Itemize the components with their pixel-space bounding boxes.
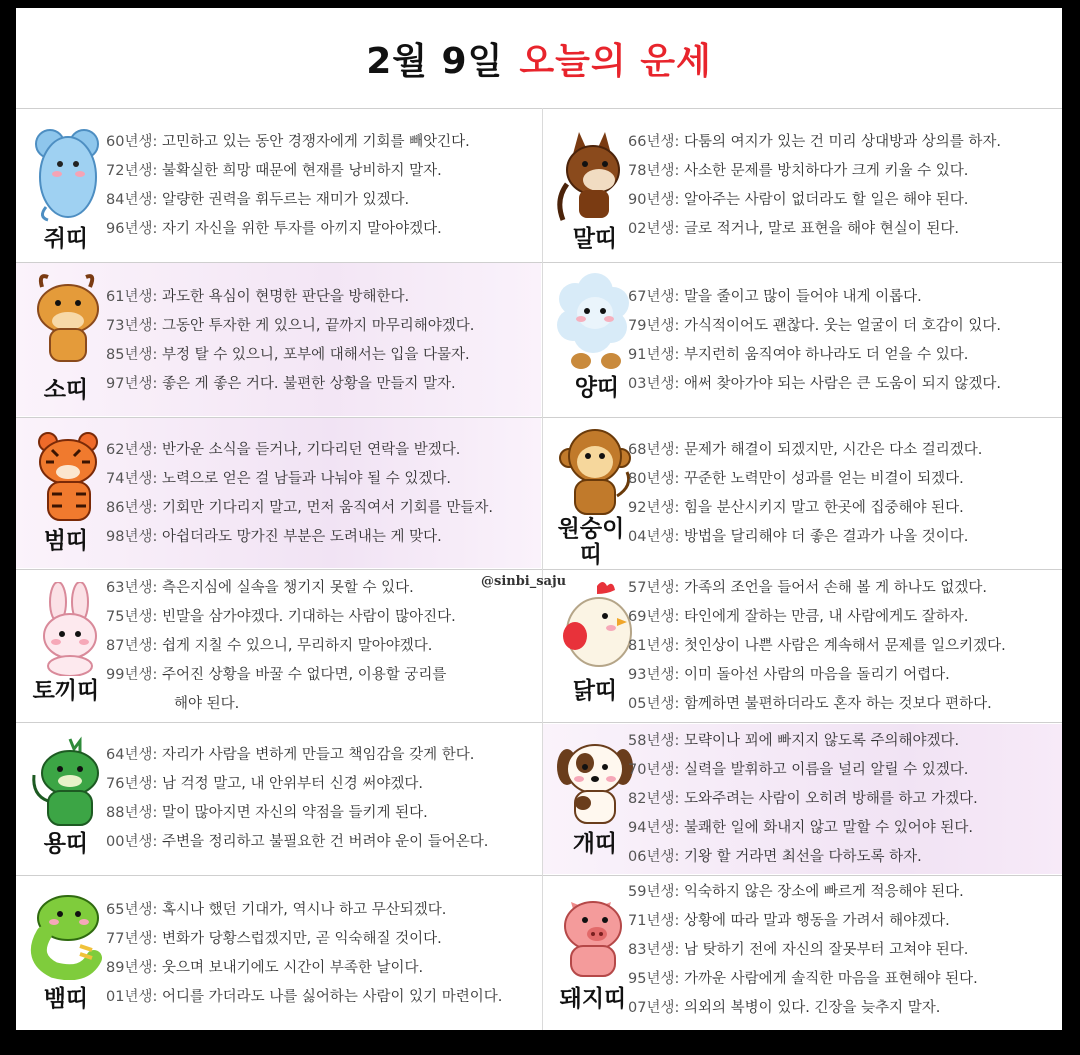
fortune-list xyxy=(628,283,1001,399)
fortune-line: 76년생: 남 걱정 말고, 내 안위부터 신경 써야겠다. xyxy=(106,776,423,792)
fortune-line: 05년생: 함께하면 불편하더라도 혼자 하는 것보다 편하다. xyxy=(628,696,992,712)
fortune-line: 77년생: 변화가 당황스럽겠지만, 곧 익숙해질 것이다. xyxy=(106,931,442,947)
fortune-list xyxy=(106,436,493,552)
fortune-list xyxy=(628,878,978,1023)
fortune-line: 02년생: 글로 적거나, 말로 표현을 해야 현실이 된다. xyxy=(628,221,959,237)
fortune-line: 59년생: 익숙하지 않은 장소에 빠르게 적응해야 된다. xyxy=(628,884,964,900)
cell-sheep xyxy=(543,263,1062,417)
fortune-line: 75년생: 빈말을 삼가야겠다. 기대하는 사람이 많아진다. xyxy=(106,609,456,625)
fortune-line: 72년생: 불확실한 희망 때문에 현재를 낭비하지 말자. xyxy=(106,163,442,179)
animal-name: 닭띠 xyxy=(572,678,618,704)
header-date: 2월 9일 xyxy=(366,40,504,82)
fortune-list xyxy=(106,283,474,399)
cell-rabbit xyxy=(16,570,542,722)
fortune-line: 01년생: 어디를 가더라도 나를 싫어하는 사람이 있기 마련이다. xyxy=(106,989,503,1005)
header-title: 오늘의 운세 xyxy=(519,40,712,82)
cell-monkey xyxy=(543,418,1062,569)
fortune-list xyxy=(628,574,1006,719)
rooster-icon xyxy=(557,578,635,676)
fortune-list xyxy=(106,741,488,857)
fortune-list xyxy=(106,128,470,244)
fortune-line: 68년생: 문제가 해결이 되겠지만, 시간은 다소 걸리겠다. xyxy=(628,442,983,458)
fortune-line: 63년생: 측은지심에 실속을 챙기지 못할 수 있다. xyxy=(106,580,414,596)
dog-icon xyxy=(555,733,635,831)
fortune-line: 84년생: 알량한 권력을 휘두르는 재미가 있겠다. xyxy=(106,192,410,208)
fortune-line: 71년생: 상황에 따라 말과 행동을 가려서 해야겠다. xyxy=(628,913,950,929)
fortune-line: 73년생: 그동안 투자한 게 있으니, 끝까지 마무리해야겠다. xyxy=(106,318,475,334)
fortune-line: 87년생: 쉽게 지칠 수 있으니, 무리하지 말아야겠다. xyxy=(106,638,433,654)
animal-name: 소띠 xyxy=(43,377,89,403)
pig-icon xyxy=(553,888,633,984)
fortune-line: 06년생: 기왕 할 거라면 최선을 다하도록 하자. xyxy=(628,849,922,865)
animal-name: 토끼띠 xyxy=(32,678,100,704)
fortune-line: 98년생: 아쉽더라도 망가진 부분은 도려내는 게 맞다. xyxy=(106,529,442,545)
dragon-icon xyxy=(30,735,110,833)
cell-tiger xyxy=(16,418,542,569)
fortune-line: 89년생: 웃으며 보내기에도 시간이 부족한 날이다. xyxy=(106,960,424,976)
watermark: @sinbi_saju xyxy=(481,574,567,589)
fortune-line: 04년생: 방법을 달리해야 더 좋은 결과가 나올 것이다. xyxy=(628,529,969,545)
fortune-line: 85년생: 부정 탈 수 있으니, 포부에 대해서는 입을 다물자. xyxy=(106,347,470,363)
fortune-line: 66년생: 다툼의 여지가 있는 건 미리 상대방과 상의를 하자. xyxy=(628,134,1001,150)
animal-name: 뱀띠 xyxy=(43,986,89,1012)
fortune-line: 97년생: 좋은 게 좋은 거다. 불편한 상황을 만들지 말자. xyxy=(106,376,456,392)
cell-mouse xyxy=(16,108,542,262)
fortune-line: 70년생: 실력을 발휘하고 이름을 널리 알릴 수 있겠다. xyxy=(628,762,969,778)
mouse-icon xyxy=(34,122,104,226)
fortune-line: 62년생: 반가운 소식을 듣거나, 기다리던 연락을 받겠다. xyxy=(106,442,461,458)
animal-name: 양띠 xyxy=(574,375,620,401)
cell-rooster xyxy=(543,570,1062,722)
horse-icon xyxy=(553,124,631,228)
fortune-line: 92년생: 힘을 분산시키지 말고 한곳에 집중해야 된다. xyxy=(628,500,964,516)
cell-dog xyxy=(543,723,1062,875)
fortune-line: 00년생: 주변을 정리하고 불필요한 건 버려야 운이 들어온다. xyxy=(106,834,489,850)
fortune-line: 83년생: 남 탓하기 전에 자신의 잘못부터 고쳐야 된다. xyxy=(628,942,969,958)
fortune-line: 58년생: 모략이나 꾀에 빠지지 않도록 주의해야겠다. xyxy=(628,733,960,749)
fortune-line: 93년생: 이미 돌아선 사람의 마음을 돌리기 어렵다. xyxy=(628,667,950,683)
fortune-line: 96년생: 자기 자신을 위한 투자를 아끼지 말아야겠다. xyxy=(106,221,442,237)
ox-icon xyxy=(28,269,108,371)
fortune-page xyxy=(16,0,1062,1030)
fortune-line: 69년생: 타인에게 잘하는 만큼, 내 사람에게도 잘하자. xyxy=(628,609,969,625)
cell-ox xyxy=(16,263,542,417)
fortune-line: 74년생: 노력으로 얻은 걸 남들과 나눠야 될 수 있겠다. xyxy=(106,471,451,487)
fortune-line: 91년생: 부지런히 움직여야 하나라도 더 얻을 수 있다. xyxy=(628,347,969,363)
fortune-line: 90년생: 알아주는 사람이 없더라도 할 일은 해야 된다. xyxy=(628,192,969,208)
snake-icon xyxy=(24,888,108,984)
fortune-line: 65년생: 혹시나 했던 기대가, 역시나 하고 무산되겠다. xyxy=(106,902,447,918)
fortune-line-continued: 해야 된다. xyxy=(174,696,240,712)
sheep-icon xyxy=(553,271,633,375)
fortune-line: 79년생: 가식적이어도 괜찮다. 웃는 얼굴이 더 호감이 있다. xyxy=(628,318,1001,334)
animal-name: 쥐띠 xyxy=(43,226,89,252)
fortune-line: 81년생: 첫인상이 나쁜 사람은 계속해서 문제를 일으키겠다. xyxy=(628,638,1006,654)
fortune-list xyxy=(106,574,456,719)
fortune-line: 95년생: 가까운 사람에게 솔직한 마음을 표현해야 된다. xyxy=(628,971,978,987)
fortune-line: 82년생: 도와주려는 사람이 오히려 방해를 하고 가겠다. xyxy=(628,791,978,807)
fortune-line: 64년생: 자리가 사람을 변하게 만들고 책임감을 갖게 한다. xyxy=(106,747,475,763)
cell-horse xyxy=(543,108,1062,262)
fortune-line: 88년생: 말이 많아지면 자신의 약점을 들키게 된다. xyxy=(106,805,428,821)
fortune-line: 94년생: 불쾌한 일에 화내지 않고 말할 수 있어야 된다. xyxy=(628,820,973,836)
animal-name: 용띠 xyxy=(43,831,89,857)
animal-name: 말띠 xyxy=(572,226,618,252)
fortune-line: 61년생: 과도한 욕심이 현명한 판단을 방해한다. xyxy=(106,289,410,305)
fortune-line: 80년생: 꾸준한 노력만이 성과를 얻는 비결이 되겠다. xyxy=(628,471,964,487)
fortune-list xyxy=(628,128,1001,244)
fortune-line: 60년생: 고민하고 있는 동안 경쟁자에게 기회를 빼앗긴다. xyxy=(106,134,470,150)
fortune-line: 07년생: 의외의 복병이 있다. 긴장을 늦추지 말자. xyxy=(628,1000,941,1016)
animal-name: 범띠 xyxy=(43,528,89,554)
fortune-line: 03년생: 애써 찾아가야 되는 사람은 큰 도움이 되지 않겠다. xyxy=(628,376,1001,392)
fortune-line: 99년생: 주어진 상황을 바꿀 수 없다면, 이용할 궁리를 xyxy=(106,667,447,683)
animal-name: 돼지띠 xyxy=(559,986,627,1012)
animal-name: 개띠 xyxy=(572,831,618,857)
fortune-list xyxy=(628,727,978,872)
fortune-line: 78년생: 사소한 문제를 방치하다가 크게 키울 수 있다. xyxy=(628,163,969,179)
fortune-list xyxy=(628,436,982,552)
fortune-line: 57년생: 가족의 조언을 들어서 손해 볼 게 하나도 없겠다. xyxy=(628,580,987,596)
top-bar xyxy=(16,0,1062,8)
monkey-icon xyxy=(555,426,635,522)
fortune-line: 67년생: 말을 줄이고 많이 들어야 내게 이롭다. xyxy=(628,289,922,305)
cell-pig xyxy=(543,876,1062,1030)
tiger-icon xyxy=(30,428,110,528)
cell-snake xyxy=(16,876,542,1030)
fortune-line: 86년생: 기회만 기다리지 말고, 먼저 움직여서 기회를 만들자. xyxy=(106,500,493,516)
page-header xyxy=(16,8,1062,108)
rabbit-icon xyxy=(34,582,106,680)
fortune-list xyxy=(106,896,502,1012)
cell-dragon xyxy=(16,723,542,875)
animal-name: 원숭이띠 xyxy=(557,516,625,568)
